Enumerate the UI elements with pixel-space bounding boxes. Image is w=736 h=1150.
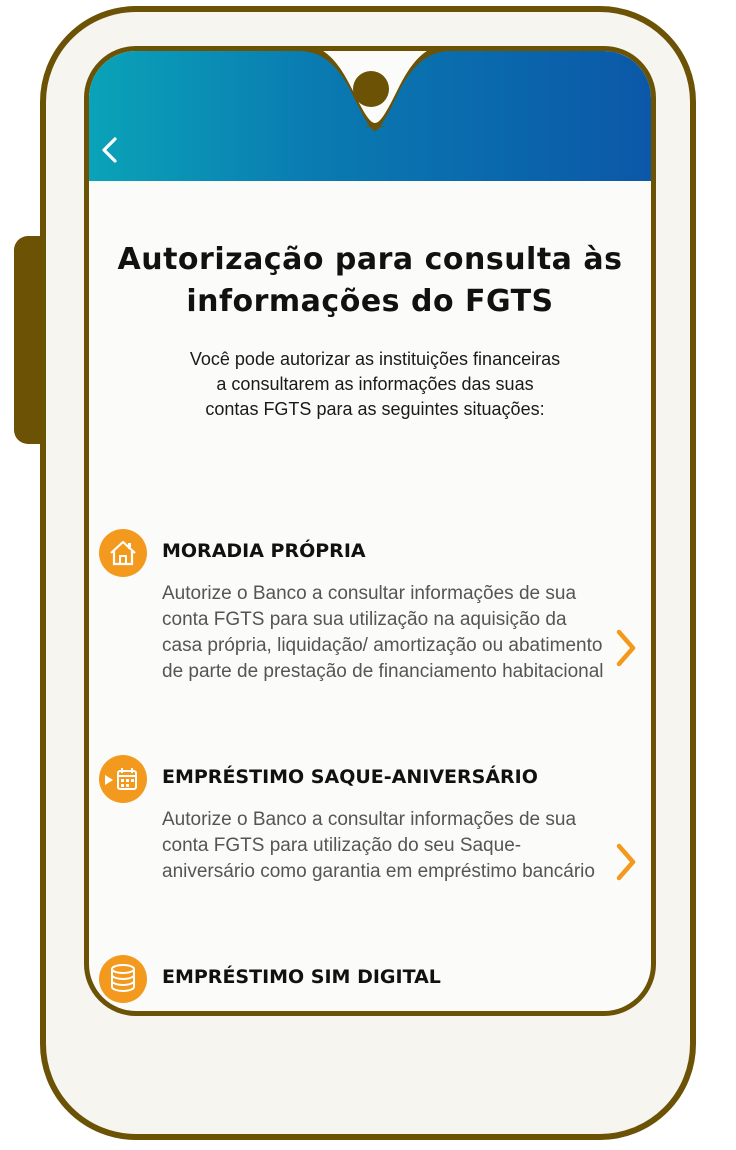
chevron-left-icon xyxy=(95,135,125,165)
chevron-right-icon xyxy=(609,626,643,670)
front-camera xyxy=(353,71,389,107)
option-description: Autorize o Banco a consultar informações de sua conta FGTS para utilização do seu Saque-aniversário como garantia em empréstimo bancário xyxy=(162,809,595,882)
option-description: Autorize o Banco a consultar informações de sua conta FGTS para sua utilização na aquisição da casa própria, liquidação/ amortização ou abatimento de parte de prestação de financiamento habitacional xyxy=(162,583,604,682)
calendar-play-icon xyxy=(99,755,147,803)
intro-text: Você pode autorizar as instituições financeiras a consultarem as informações das suas contas FGTS para as seguintes situações: xyxy=(189,349,561,419)
saque-aniversario-chevron-button[interactable] xyxy=(609,840,643,884)
chevron-right-icon xyxy=(609,840,643,884)
option-title: EMPRÉSTIMO SAQUE-ANIVERSÁRIO xyxy=(162,766,538,788)
back-button[interactable] xyxy=(95,135,125,165)
page-title: Autorização para consulta às informações do FGTS xyxy=(117,242,623,319)
option-title: MORADIA PRÓPRIA xyxy=(162,540,366,562)
coins-icon xyxy=(99,955,147,1003)
house-icon xyxy=(99,529,147,577)
moradia-propria-chevron-button[interactable] xyxy=(609,626,643,670)
phone-screen xyxy=(84,46,656,1016)
option-title: EMPRÉSTIMO SIM DIGITAL xyxy=(162,966,441,988)
